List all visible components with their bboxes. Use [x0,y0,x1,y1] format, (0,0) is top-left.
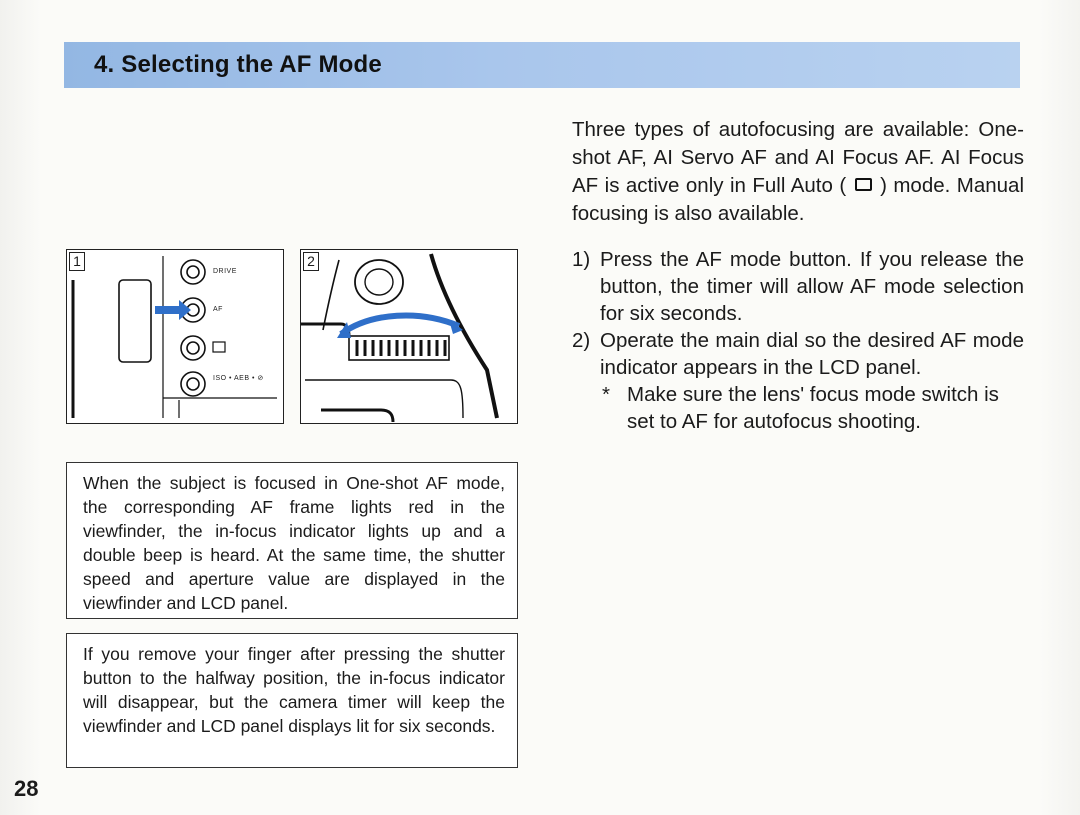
figure-2-main-dial [300,249,518,424]
step-text: Operate the main dial so the desired AF mode indicator appears in the LCD panel. [600,329,1024,379]
note-marker: * [602,383,610,406]
af-label: AF [213,306,223,313]
figure-number: 2 [303,252,319,271]
main-dial-illustration [301,250,517,423]
camera-buttons-illustration [67,250,283,423]
intro-paragraph [572,116,1024,228]
drive-label: DRIVE [213,268,237,275]
iso-aeb-label: ISO • AEB • ⊘ [213,375,264,382]
section-heading: 4. Selecting the AF Mode [94,51,382,78]
step-text: Press the AF mode button. If you release the button, the timer will allow AF mode selection for six seconds. [600,248,1024,325]
full-auto-icon [855,178,872,191]
step-number: 2) [572,329,591,352]
note-item [572,381,1024,435]
figure-number: 1 [69,252,85,271]
page-number: 28 [14,776,39,801]
step-item [572,327,1024,381]
step-item [572,246,1024,327]
info-box-timer: If you remove your finger after pressing the shutter button to the halfway position, the in-focus indicator will disappear, but the camera timer will keep the viewfinder and LCD panel displays lit for six seconds. [66,633,518,768]
step-number: 1) [572,248,591,271]
intro-text-end: ) mode. Manual focusing is also available. [572,174,1024,225]
intro-text-start: Three types of autofocusing are available: One-shot AF, AI Servo AF and AI Focus AF. AI Focus AF is active only in Full Auto ( [572,118,1024,197]
note-text: Make sure the lens' focus mode switch is set to AF for autofocus shooting. [627,383,999,433]
info-box-one-shot: When the subject is focused in One-shot AF mode, the corresponding AF frame lights red in the viewfinder, the in-focus indicator lights up and a double beep is heard. At the same time, the shutter speed and aperture value are displayed in the viewfinder and LCD panel. [66,462,518,619]
section-heading-bar [64,42,1020,88]
figure-1-af-button [66,249,284,424]
steps-list [572,246,1024,435]
